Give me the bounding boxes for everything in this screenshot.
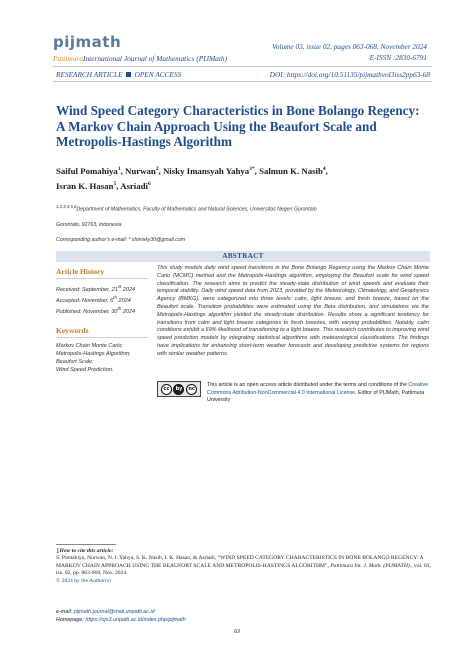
paper-title: Wind Speed Category Characteristics in Bone Bolango Regency: A Markov Chain Approach Using the Beaufort Scale and Metropolis-Hastings Algorithm	[56, 103, 420, 149]
received-year: 2024	[121, 286, 136, 293]
published-date	[56, 305, 148, 316]
article-type-bar	[53, 66, 432, 82]
affiliation-sup: 1,2,3,4,5,6	[56, 204, 77, 209]
volume-line: Volume 03, issue 02, pages 063-068, November 2024	[272, 42, 427, 51]
author-affiliation-sup: 2	[155, 166, 159, 172]
how-to-cite-label: How to cite this article:	[59, 548, 114, 554]
email-label: e-mail:	[56, 609, 74, 615]
article-type-label: RESEARCH ARTICLE	[56, 70, 123, 79]
license-link[interactable]: Creative Commons Attribution-NonCommercial 4.0 International License	[207, 382, 429, 396]
accepted-sup: th	[113, 294, 117, 300]
published-sup: th	[117, 305, 122, 311]
contact-info	[56, 609, 431, 625]
author-name-text: Isran K. Hasan	[56, 180, 114, 191]
author-name-text: Asriadi	[120, 180, 148, 191]
abstract-text: This study models daily wind speed transitions in the Bone Bolango Regency using the Markov Chain Monte Carlo (MCMC) method and the Metropolis-Hastings algorithm, employing the Beaufort scale for wind speed classification. The research aims to predict the steady-state distribution of wind speeds and evaluate their temporal stability. Daily wind speed data from 2023, provided by the Meteorology, Climatology, and Geophysics Agency (BMKG), were categorized into three levels: calm, light breeze, and fresh breeze, based on the Beaufort scale. Transition probabilities were estimated using the Beta distribution, and simulations via the Metropolis-Hastings algorithm yielded the steady-state distribution. Results show a significant tendency for transitions from calm and light breeze categories to fresh breezes, with varying probabilities. Notably, calm conditions exhibit a 69% likelihood of transitioning to a light breeze. This research contributes to improving wind speed prediction models by integrating statistical algorithms with meteorological classifications. The findings have implications for enhancing short-term weather forecasts and developing predictive systems for regions with similar weather patterns.	[157, 265, 429, 357]
license-text	[207, 382, 431, 405]
homepage-link[interactable]: https://ojs3.unpatti.ac.id/index.php/pijmath	[85, 616, 186, 623]
homepage-label: Homepage	[56, 616, 83, 623]
affiliation-city: Gorontalo, 92763, Indonesia	[56, 221, 122, 228]
keywords-heading: Keywords	[56, 326, 148, 338]
author-affiliation-sup: 1	[117, 166, 121, 172]
journal-name-prefix: Pattimura	[53, 54, 83, 63]
author-name	[120, 181, 151, 191]
citation-footnote	[56, 548, 431, 585]
received-sup: st	[117, 284, 122, 289]
author-affiliation-sup: 4	[322, 166, 326, 172]
author-name	[259, 166, 328, 176]
open-access-label: OPEN ACCESS	[134, 70, 182, 79]
author-list	[56, 163, 426, 193]
journal-name	[53, 54, 227, 63]
license-text-post: . Editor of PIJMath, Pattimura University	[207, 389, 425, 403]
homepage-line: Homepage: https://ojs3.unpatti.ac.id/index.php/pijmath	[56, 616, 186, 623]
author-affiliation-sup: 5	[113, 180, 117, 187]
author-affiliation-sup: 6	[147, 180, 151, 187]
author-separator: ,	[325, 165, 328, 176]
published-year: 2024	[121, 308, 136, 315]
issn: E-ISSN :2830-6791	[369, 53, 427, 62]
journal-logo: pijmath	[53, 33, 122, 51]
cc-license-badge[interactable]	[157, 381, 201, 397]
citation-post: ., vol. 03, iss. 02, pp. 063-068, Nov. 2024.	[56, 562, 431, 577]
author-name-text: Nisky Imansyah Yahya	[162, 165, 250, 176]
author-name	[163, 166, 259, 176]
keyword-item: Markov Chain Monte Carlo;	[56, 343, 123, 350]
affiliation-department	[56, 199, 426, 218]
department-text: Department of Mathematics, Faculty of Mathematics and Natural Sciences, Universitas Negeri Gorontalo	[76, 206, 317, 213]
author-name-text: Saiful Pomahiya	[56, 165, 118, 176]
contact-email-link[interactable]: pijmath.journal@mail.unpatti.ac.id	[73, 609, 155, 615]
journal-name-main: International Journal of Mathematics (PIJMath)	[82, 54, 228, 63]
citation-text	[56, 555, 431, 577]
keyword-item: Metropolis-Hastings Algorithm;	[56, 351, 131, 358]
abstract-heading: ABSTRACT	[56, 251, 430, 262]
keyword-item: Beaufort Scale;	[56, 359, 94, 366]
footnote-divider	[56, 544, 116, 545]
by-icon: by	[173, 384, 184, 395]
author-affiliation-sup: 3*	[249, 166, 255, 172]
affiliation	[56, 199, 426, 248]
author-separator: ,	[120, 165, 125, 176]
volume-info	[272, 41, 427, 63]
author-name	[125, 166, 163, 176]
article-dates	[56, 283, 148, 315]
doi-link[interactable]: DOI: https://doi.org/10.51135/pijmathvol3iss2pp63-68	[269, 70, 430, 79]
accepted-date	[56, 294, 148, 305]
received-text: Received: September, 21	[56, 286, 118, 293]
author-name-text: Salmun K. Nasib	[259, 165, 323, 176]
author-separator: ,	[158, 165, 163, 176]
article-history-heading: Article History	[56, 267, 148, 279]
citation-journal: Pattimura Int. J. Math. (PIJMATH)	[330, 562, 410, 569]
page-number: 63	[234, 629, 240, 635]
article-type	[56, 70, 181, 79]
author-separator: ,	[116, 180, 121, 191]
author-separator: ,	[254, 165, 260, 176]
author-name-text: Nurwan	[125, 165, 156, 176]
author-name	[56, 166, 125, 176]
author-name	[56, 181, 120, 191]
cc-icon: cc	[161, 384, 172, 395]
keywords-list	[56, 342, 148, 374]
contact-email-line	[56, 609, 431, 617]
square-bullet-icon	[126, 72, 131, 77]
copyright: © 2024 by the Author(s)	[56, 577, 111, 584]
corresponding-email: Corresponding author’s e-mail: * shinisky30@gmail.com	[56, 236, 186, 243]
license-text-pre: This article is an open access article distributed under the terms and conditions of the	[207, 382, 409, 388]
citation-pre: S. Pomahiya, Nurwan, N. I. Yahya, S. K. Nasib, I. K. Hasan, & Asriadi, “WIND SPEED CATEGORY CHARACTERISTICS IN BONE BOLANGO REGENCY: A MARKOV CHAIN APPROACH USING THE BEAUFORT SCALE AND METROPOLIS-HASTINGS ALGORITHM”,	[56, 555, 424, 569]
accepted-year: 2024	[117, 297, 131, 304]
nc-icon: nc	[186, 384, 197, 395]
footnote-sup: 1	[56, 547, 60, 555]
keyword-item: Wind Speed Prediction.	[56, 367, 114, 374]
article-sidebar	[56, 264, 148, 374]
accepted-text: Accepted: November, 6	[56, 297, 114, 304]
received-date	[56, 283, 148, 294]
published-text: Published: November, 30	[56, 308, 118, 315]
